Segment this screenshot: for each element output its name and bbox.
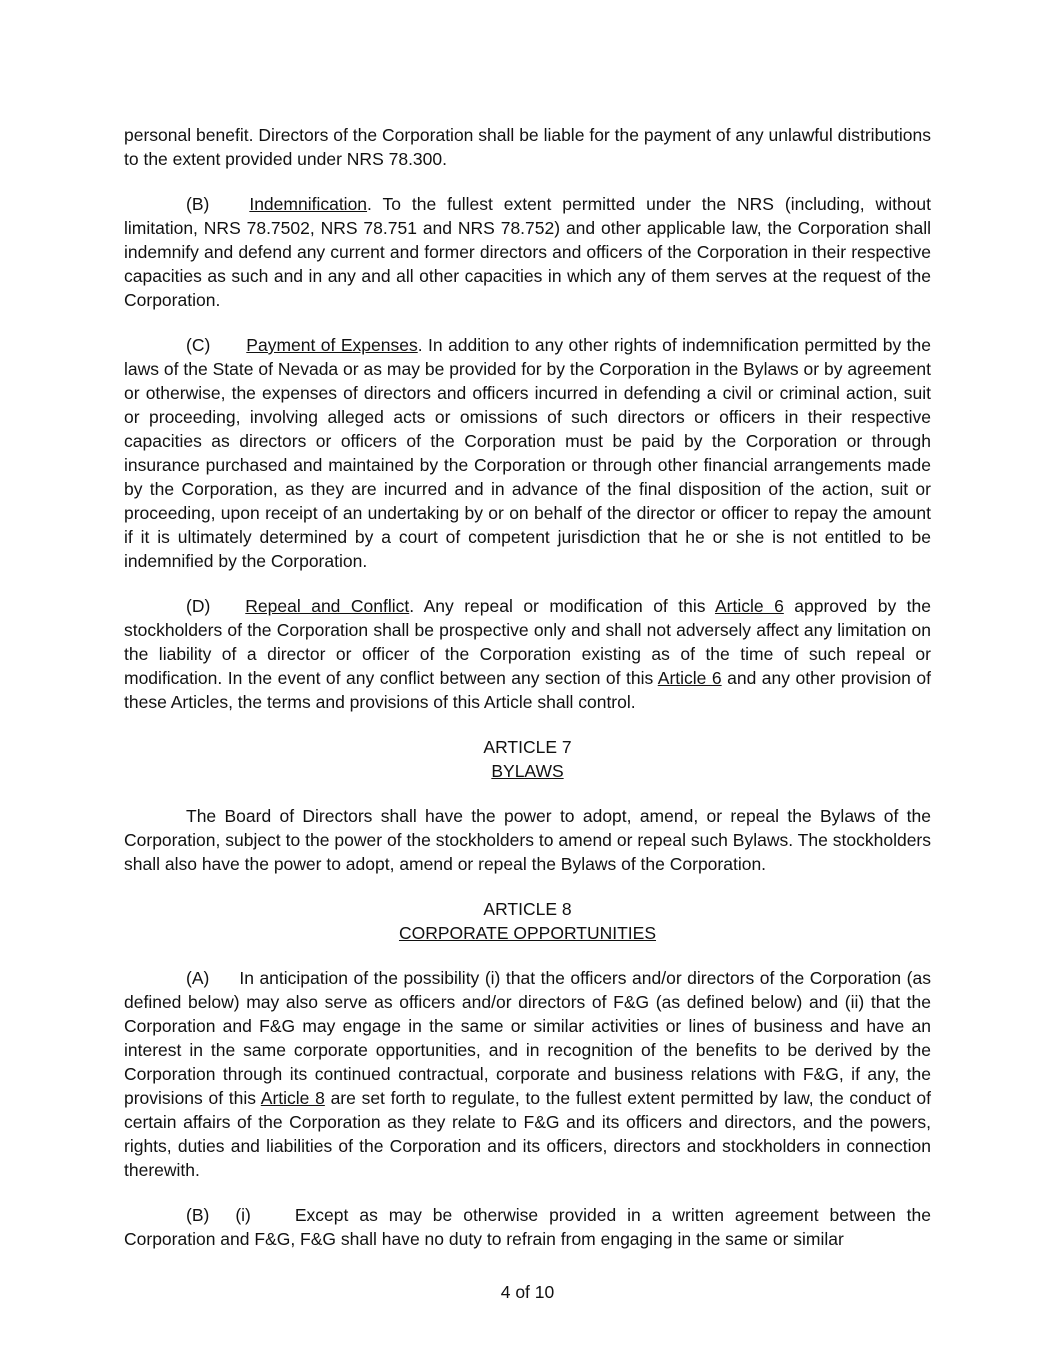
paragraph-text: . In addition to any other rights of indemnification permitted by the laws of the State of Nevada or as may be provided for by the Corporation in the Bylaws or by agreement or otherwise, the expenses of directors and officers incurred in defending a civil or criminal action, suit or proceeding, involving alleged acts or omissions of such directors or officers in their respective capacities as directors or officers of the Corporation must be paid by the Corporation or through insurance purchased and maintained by the Corporation or through other financial arrangements made by the Corporation, as they are incurred and in advance of the final disposition of the action, suit or proceeding, upon receipt of an undertaking by or on behalf of the director or officer to repay the amount if it is ultimately determined by a court of competent jurisdiction that he or she is not entitled to be indemnified by the Corporation.: [124, 335, 932, 571]
paragraph-text: and any other provision of these Articles, the terms and provisions of this Article shall control.: [124, 668, 931, 712]
subsection-label: (i): [235, 1205, 251, 1225]
document-page: [124, 123, 931, 1272]
paragraph-text: . Any repeal or modification of this: [409, 596, 715, 616]
paragraph-b-indemnification: [124, 192, 931, 312]
paragraph-bylaws: [124, 804, 931, 876]
article-title: CORPORATE OPPORTUNITIES: [398, 923, 657, 943]
paragraph-d-repeal-and-conflict: [124, 594, 931, 714]
section-title: Repeal and Conflict: [245, 596, 410, 616]
article-title: BYLAWS: [491, 761, 564, 781]
section-title: Payment of Expenses: [246, 335, 418, 355]
paragraph-text: In anticipation of the possibility (i) that the officers and/or directors of the Corporation (as defined below) may also serve as officers and/or directors of F&G (as defined below) and (ii) that the Corporation and F&G may engage in the same or similar activities or lines of business and have an interest in the same corporate opportunities, and in recognition of the benefits to be derived by the Corporation through its continued contractual, corporate and business relations with F&G, if any, the provisions of this: [124, 968, 931, 1108]
section-label: (B): [186, 194, 210, 214]
section-label: (C): [186, 335, 211, 355]
section-label: (A): [186, 968, 210, 988]
paragraph-text: are set forth to regulate, to the fullest extent permitted by law, the conduct of certain affairs of the Corporation as they relate to F&G and its officers and directors, and the powers, rights, duties and liabilities of the Corporation and its officers, directors and stockholders in connection therewith.: [124, 1088, 931, 1180]
article-number: ARTICLE 7: [483, 737, 572, 757]
paragraph-c-payment-of-expenses: [124, 333, 931, 573]
section-label: (B): [186, 1205, 210, 1225]
article-reference: Article 6: [657, 668, 722, 688]
article-reference: Article 8: [260, 1088, 325, 1108]
article-7-heading: [124, 735, 931, 783]
paragraph-text: Except as may be otherwise provided in a written agreement between the Corporation and F&G, F&G shall have no duty to refrain from engaging in the same or similar: [124, 1205, 931, 1249]
paragraph-text: The Board of Directors shall have the power to adopt, amend, or repeal the Bylaws of the Corporation, subject to the power of the stockholders to amend or repeal such Bylaws. The stockholders shall also have the power to adopt, amend or repeal the Bylaws of the Corporation.: [124, 806, 931, 874]
paragraph-text: personal benefit. Directors of the Corporation shall be liable for the payment of any unlawful distributions to the extent provided under NRS 78.300.: [124, 125, 931, 169]
article-8-heading: [124, 897, 931, 945]
section-label: (D): [186, 596, 211, 616]
article-number: ARTICLE 8: [483, 899, 572, 919]
paragraph-continuation: [124, 123, 931, 171]
article-reference: Article 6: [714, 596, 784, 616]
paragraph-b-i-no-duty: [124, 1203, 931, 1251]
section-title: Indemnification: [249, 194, 368, 214]
paragraph-text: . To the fullest extent permitted under the NRS (including, without limitation, NRS 78.7502, NRS 78.751 and NRS 78.752) and other applicable law, the Corporation shall indemnify and defend any current and former directors and officers of the Corporation in their respective capacities as such and in any and all other capacities in which any of them serves at the request of the Corporation.: [124, 194, 931, 310]
paragraph-a-corporate-opportunities: [124, 966, 931, 1182]
page-number: 4 of 10: [500, 1282, 555, 1302]
paragraph-text: approved by the stockholders of the Corporation shall be prospective only and shall not adversely affect any limitation on the liability of a director or officer of the Corporation existing as of the time of such repeal or modification. In the event of any conflict between any section of this: [124, 596, 931, 688]
